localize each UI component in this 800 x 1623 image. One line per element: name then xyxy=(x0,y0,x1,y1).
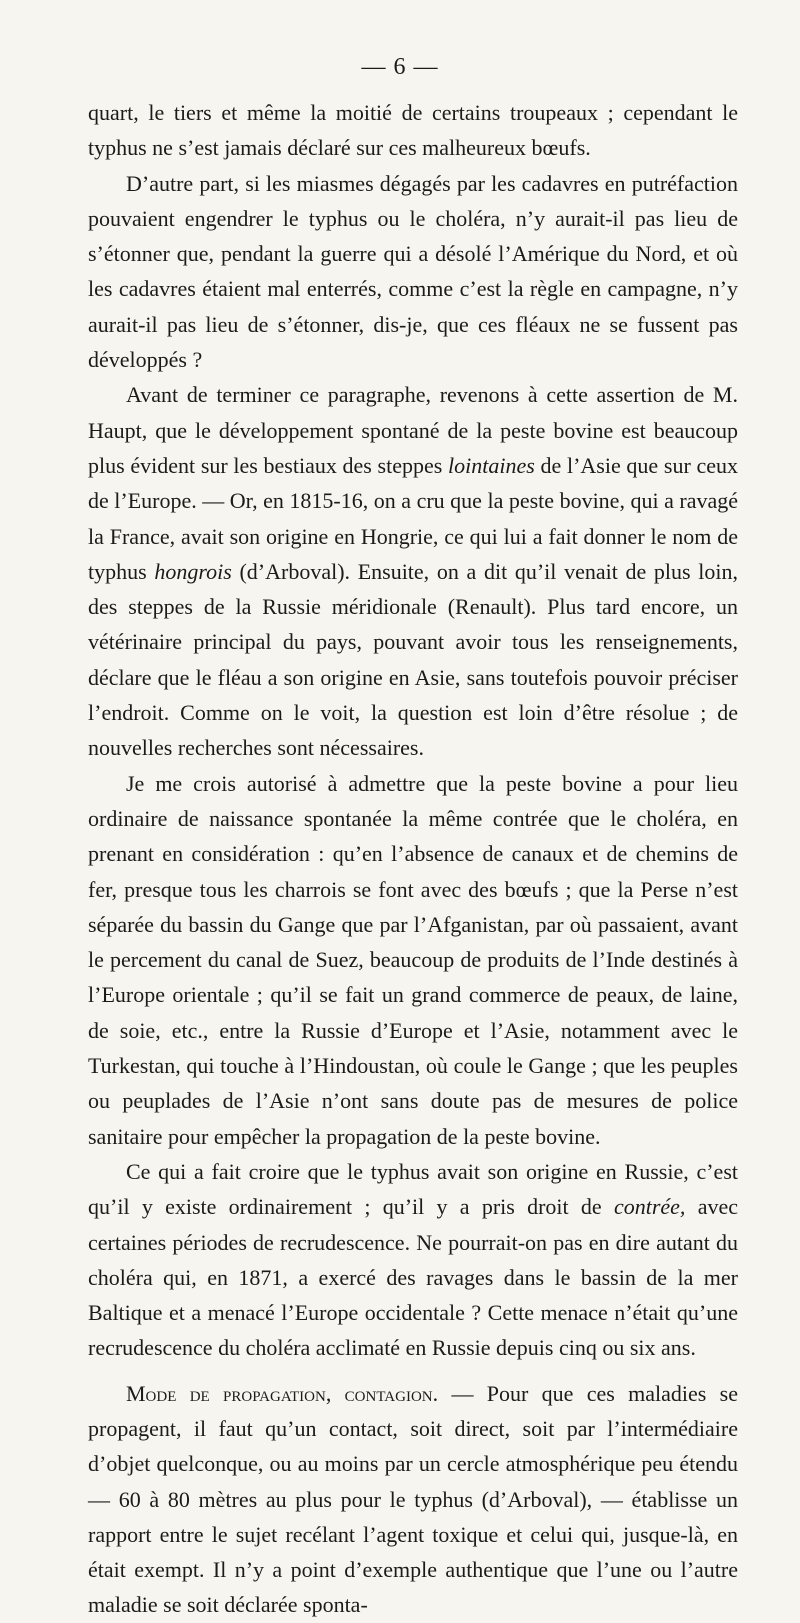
paragraph xyxy=(88,95,738,166)
italic-term: lointaines xyxy=(448,452,535,478)
body-text xyxy=(88,95,738,1623)
paragraph xyxy=(88,166,738,378)
text-run: Ce qui a fait croire que le typhus avait son origine en Russie, c’est qu’il y existe ordinairement ; qu’il y a pris droit de xyxy=(88,1158,738,1220)
paragraph xyxy=(88,377,738,765)
text-run: Je me crois autorisé à admettre que la peste bovine a pour lieu ordinaire de naissance spontanée la même contrée que le choléra, en prenant en considération : qu’en l’absence de canaux et de chemins de fer, presque tous les charrois se font avec des bœufs ; que la Perse n’est séparée du bassin du Gange que par l’Afganistan, par où passaient, avant le percement du canal de Suez, beaucoup de produits de l’Inde destinés à l’Europe orientale ; qu’il se fait un grand commerce de peaux, de laine, de soie, etc., entre la Russie d’Europe et l’Asie, notamment avec le Turkestan, qui touche à l’Hindoustan, où coule le Gange ; que les peuples ou peuplades de l’Asie n’ont sans doute pas de mesures de police sanitaire pour empêcher la propagation de la peste bovine. xyxy=(88,770,738,1149)
text-run: Avant de terminer ce paragraphe, revenons à cette assertion de M. Haupt, que le développement spontané de la peste bovine est beaucoup plus évident sur les bestiaux des steppes xyxy=(88,382,738,478)
text-run: (d’Arboval). Ensuite, on a dit qu’il venait de plus loin, des steppes de la Russie méridionale (Renault). Plus tard encore, un vétérinaire principal du pays, pouvant avoir tous les renseignements, déclare que le fléau a son origine en Asie, sans toutefois pouvoir préciser l’endroit. Comme on le voit, la question est loin d’être résolue ; de nouvelles recherches sont nécessaires. xyxy=(88,558,739,761)
section-paragraph xyxy=(88,1376,738,1623)
text-run: avec certaines périodes de recrudescence. Ne pourrait-on pas en dire autant du choléra qui, en 1871, a exercé des ravages dans le bassin de la mer Baltique et a menacé l’Europe occidentale ? Cette menace n’était qu’une recrudescence du choléra acclimaté en Russie depuis cinq ou six ans. xyxy=(88,1194,738,1361)
text-run: quart, le tiers et même la moitié de certains troupeaux ; cependant le typhus ne s’est jamais déclaré sur ces malheureux bœufs. xyxy=(88,100,738,161)
text-run: de l’Asie que sur ceux de l’Europe. — Or, en 1815-16, on a cru que la peste bovine, qui a ravagé la France, avait son origine en Hongrie, ce qui lui a fait donner le nom de typhus xyxy=(88,452,738,584)
italic-term: contrée, xyxy=(613,1194,686,1220)
page-number: — 6 — xyxy=(361,54,439,80)
paragraph xyxy=(88,766,738,1154)
section-heading: Mode de propagation, contagion. xyxy=(126,1380,439,1406)
italic-term: hongrois xyxy=(154,558,232,584)
paragraph xyxy=(88,1154,738,1366)
text-run: — Pour que ces maladies se propagent, il faut qu’un contact, soit direct, soit par l’intermédiaire d’objet quelconque, ou au moins par un cercle atmosphérique peu étendu — 60 à 80 mètres au plus pour le typhus (d’Arboval), — établisse un rapport entre le sujet recélant l’agent toxique et celui qui, jusque-là, en était exempt. Il n’y a point d’exemple authentique que l’une ou l’autre maladie se soit déclarée sponta- xyxy=(88,1380,738,1618)
text-run: D’autre part, si les miasmes dégagés par les cadavres en putréfaction pouvaient engendrer le typhus ou le choléra, n’y aurait-il pas lieu de s’étonner que, pendant la guerre qui a désolé l’Amérique du Nord, et où les cadavres étaient mal enterrés, comme c’est la règle en campagne, n’y aurait-il pas lieu de s’étonner, dis-je, que ces fléaux ne se fussent pas développés ? xyxy=(88,170,738,373)
